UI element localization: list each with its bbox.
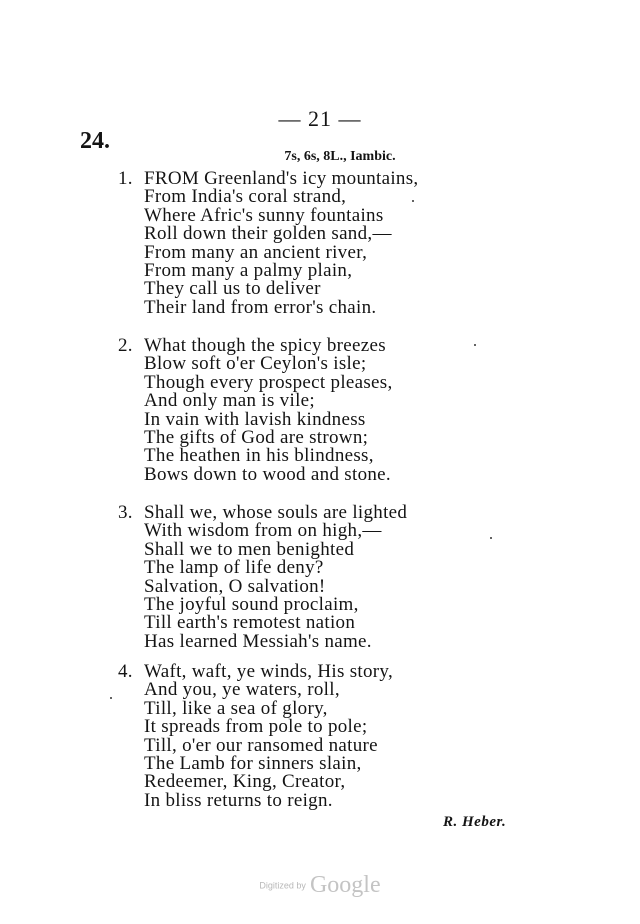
verse-line-text: The joyful sound proclaim, [144, 593, 359, 615]
verse-line-text: In bliss returns to reign. [144, 789, 333, 811]
verse-line-text: And only man is vile; [144, 390, 315, 412]
watermark-prefix: Digitized by [259, 880, 306, 891]
stanza-number: 2. [118, 335, 133, 356]
print-speck [412, 200, 414, 202]
page-number: — 21 — [278, 106, 362, 131]
verse-line-text: From many an ancient river, [144, 241, 368, 263]
digitized-watermark [0, 872, 640, 899]
verse-line-text: The Lamb for sinners slain, [144, 752, 362, 774]
stanza-2 [118, 337, 393, 484]
verse-line-text: Waft, waft, ye winds, His story, [144, 661, 394, 682]
verse-line-text: It spreads from pole to pole; [144, 716, 368, 738]
verse-line-text: Salvation, O salvation! [144, 575, 326, 597]
verse-line-text: They call us to deliver [144, 278, 321, 300]
stanza-number: 3. [118, 502, 133, 523]
verse-line-text: Shall we, whose souls are lighted [144, 502, 408, 523]
verse-line-text: Redeemer, King, Creator, [144, 771, 346, 793]
verse-line-text: In vain with lavish kindness [144, 408, 366, 430]
verse-line-text: Their land from error's chain. [144, 296, 377, 318]
verse-line-text: The lamp of life deny? [144, 557, 324, 579]
verse-line-text: Till, like a sea of glory, [144, 697, 328, 719]
verse-line-text: Till earth's remotest nation [144, 612, 356, 634]
print-speck [474, 344, 476, 346]
verse-line-text: Where Afric's sunny fountains [144, 204, 384, 226]
verse-line [118, 630, 407, 652]
print-speck [490, 537, 492, 539]
meter-heading: 7s, 6s, 8L., Iambic. [284, 149, 396, 164]
verse-line-text: From India's coral strand, [144, 186, 347, 208]
hymn-number: 24. [80, 128, 110, 154]
verse-line-text: Shall we to men benighted [144, 538, 355, 560]
verse-line [118, 296, 418, 318]
author-attribution: R. Heber. [443, 814, 507, 830]
verse-line [118, 789, 393, 811]
stanza-3 [118, 504, 407, 651]
verse-line-text: Bows down to wood and stone. [144, 463, 391, 485]
verse-line-text: The heathen in his blindness, [144, 445, 374, 467]
verse-line-text: Till, o'er our ransomed nature [144, 734, 378, 756]
stanza-number: 4. [118, 661, 133, 682]
verse-line [118, 463, 393, 485]
verse-line-text: Has learned Messiah's name. [144, 630, 372, 652]
verse-line-text: And you, ye waters, roll, [144, 679, 340, 701]
stanza-number: 1. [118, 168, 133, 189]
verse-line-text: Though every prospect pleases, [144, 371, 393, 393]
verse-line-text: The gifts of God are strown; [144, 426, 369, 448]
verse-line-text: FROM Greenland's icy mountains, [144, 168, 419, 189]
stanza-1 [118, 170, 418, 317]
google-logo: Google [309, 872, 381, 898]
verse-line-text: Blow soft o'er Ceylon's isle; [144, 353, 367, 375]
print-speck [110, 697, 112, 699]
verse-line-text: Roll down their golden sand,— [144, 223, 392, 245]
verse-line-text: From many a palmy plain, [144, 259, 353, 281]
verse-line-text: What though the spicy breezes [144, 335, 386, 356]
verse-line-text: With wisdom from on high,— [144, 520, 382, 542]
stanza-4 [118, 663, 393, 810]
